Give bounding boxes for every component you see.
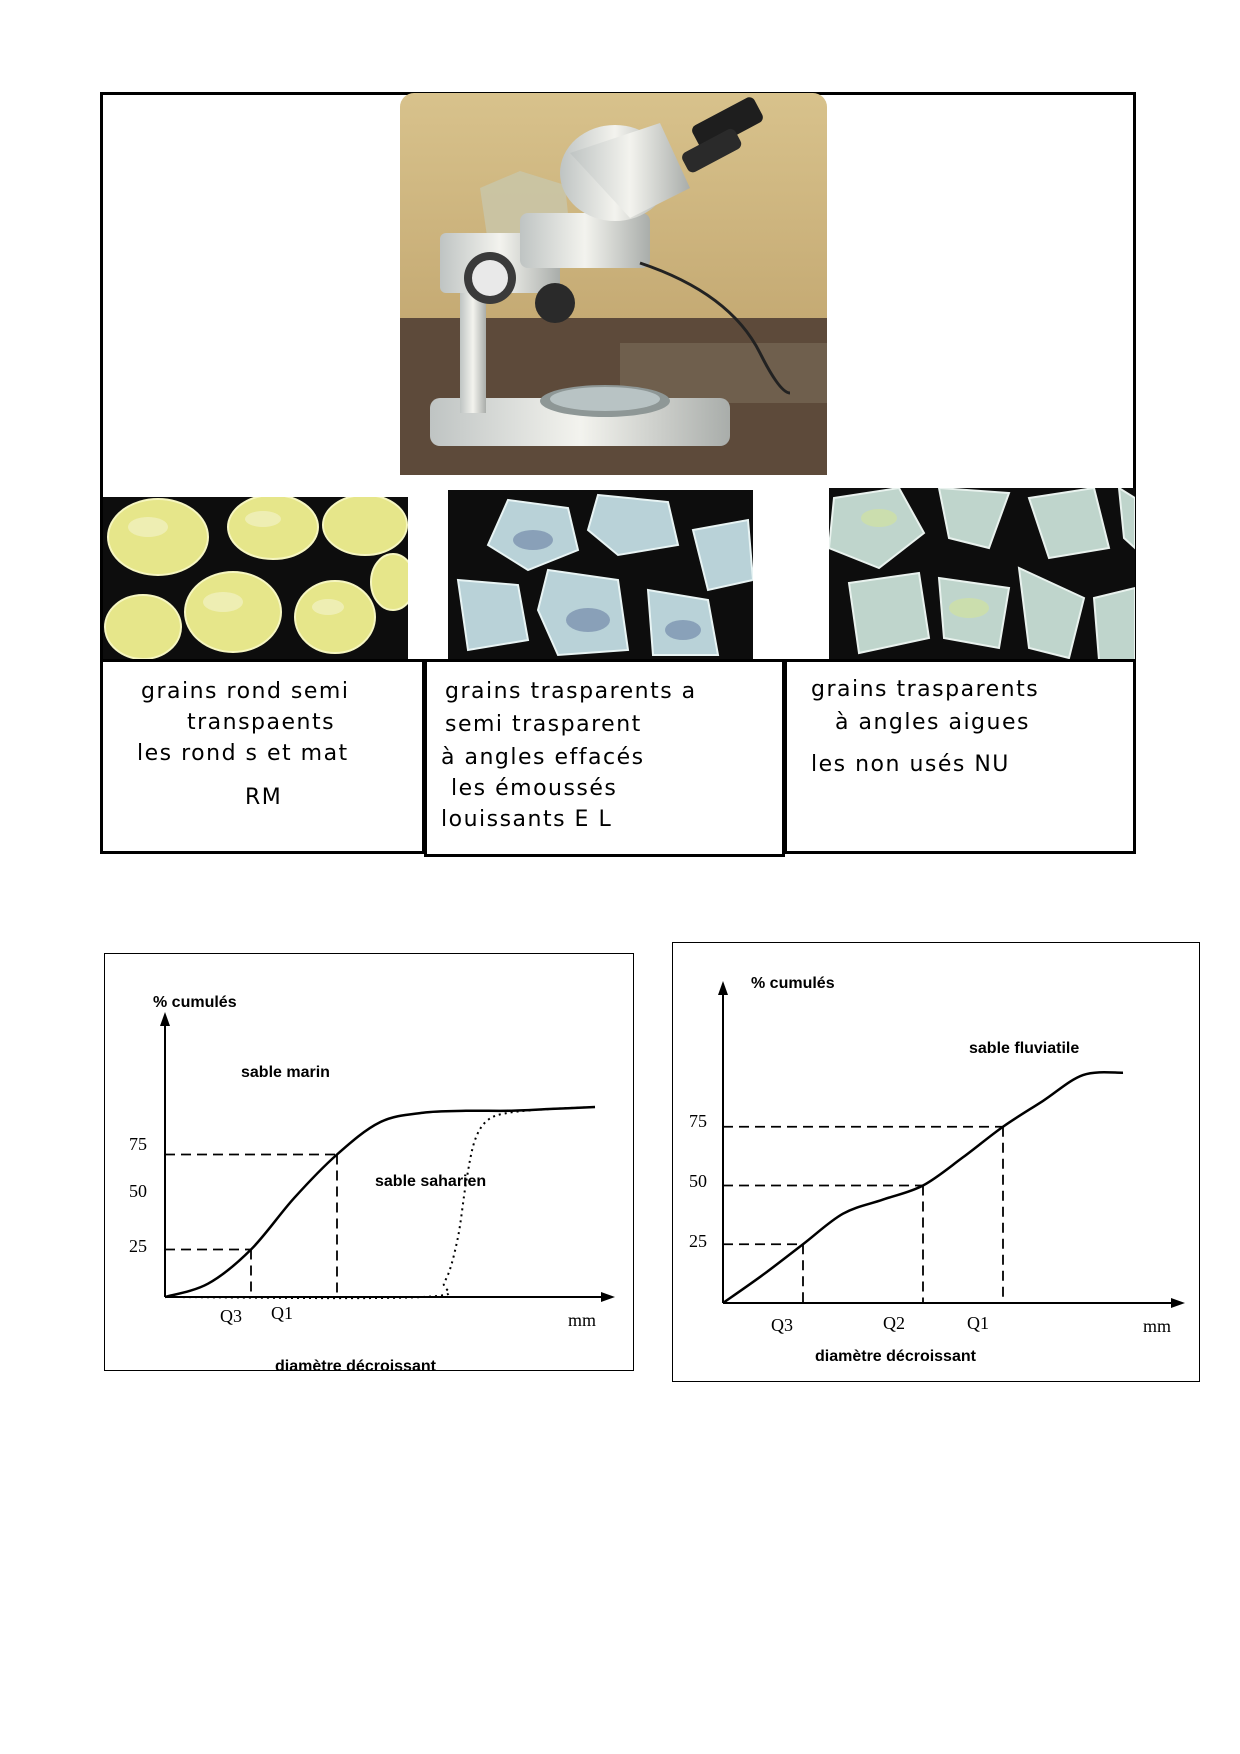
y-axis-label: % cumulés xyxy=(153,994,237,1011)
granulometry-chart-marine-saharan xyxy=(104,953,634,1371)
caption-line: les émoussés xyxy=(451,776,618,801)
caption-line: à angles aigues xyxy=(835,710,1030,735)
series-label-sable-fluviatile: sable fluviatile xyxy=(969,1040,1080,1057)
x-axis-label: diamètre décroissant xyxy=(815,1348,976,1365)
caption-line: transpaents xyxy=(187,710,336,735)
series-line-sable-marin xyxy=(165,1107,595,1297)
caption-line: louissants E L xyxy=(441,807,613,832)
x-axis-arrow xyxy=(1171,1298,1185,1308)
series-label-sable-marin: sable marin xyxy=(241,1064,330,1081)
caption-angular-unworn xyxy=(784,659,1136,854)
x-unit-label: mm xyxy=(568,1310,597,1330)
caption-line: grains trasparents xyxy=(811,677,1040,702)
caption-line: les non usés NU xyxy=(811,752,1010,777)
quartile-label-q3: Q3 xyxy=(220,1306,242,1326)
quartile-label-q1: Q1 xyxy=(271,1303,293,1323)
caption-line: RM xyxy=(245,785,283,810)
caption-blunted-shiny xyxy=(424,659,785,857)
y-tick-75: 75 xyxy=(689,1111,707,1131)
granulometry-chart-fluvial xyxy=(672,942,1200,1382)
y-axis-arrow xyxy=(160,1012,170,1026)
x-unit-label: mm xyxy=(1143,1316,1172,1336)
quartile-label-q3: Q3 xyxy=(771,1315,793,1335)
caption-line: semi trasparent xyxy=(445,712,642,737)
caption-line: à angles effacés xyxy=(441,745,645,770)
x-axis-label: diamètre décroissant xyxy=(275,1358,436,1372)
angular-unworn-grains-photo xyxy=(829,488,1135,660)
series-label-sable-saharien: sable saharien xyxy=(375,1173,487,1190)
quartile-label-q2: Q2 xyxy=(883,1313,905,1333)
caption-line: grains trasparents a xyxy=(445,679,697,704)
rounded-matte-grains-photo xyxy=(103,497,408,660)
caption-line: grains rond semi xyxy=(141,679,350,704)
y-tick-75: 75 xyxy=(129,1134,147,1154)
y-tick-50: 50 xyxy=(689,1171,707,1191)
microscope-photo xyxy=(400,93,827,475)
quartile-label-q1: Q1 xyxy=(967,1313,989,1333)
y-tick-25: 25 xyxy=(689,1231,707,1251)
y-axis-label: % cumulés xyxy=(751,975,835,992)
y-axis-arrow xyxy=(718,981,728,995)
x-axis-arrow xyxy=(601,1292,615,1302)
caption-line: les rond s et mat xyxy=(137,741,349,766)
blunted-shiny-grains-photo xyxy=(448,490,753,660)
caption-rounded-matte xyxy=(100,659,425,854)
y-tick-50: 50 xyxy=(129,1181,147,1201)
y-tick-25: 25 xyxy=(129,1236,147,1256)
